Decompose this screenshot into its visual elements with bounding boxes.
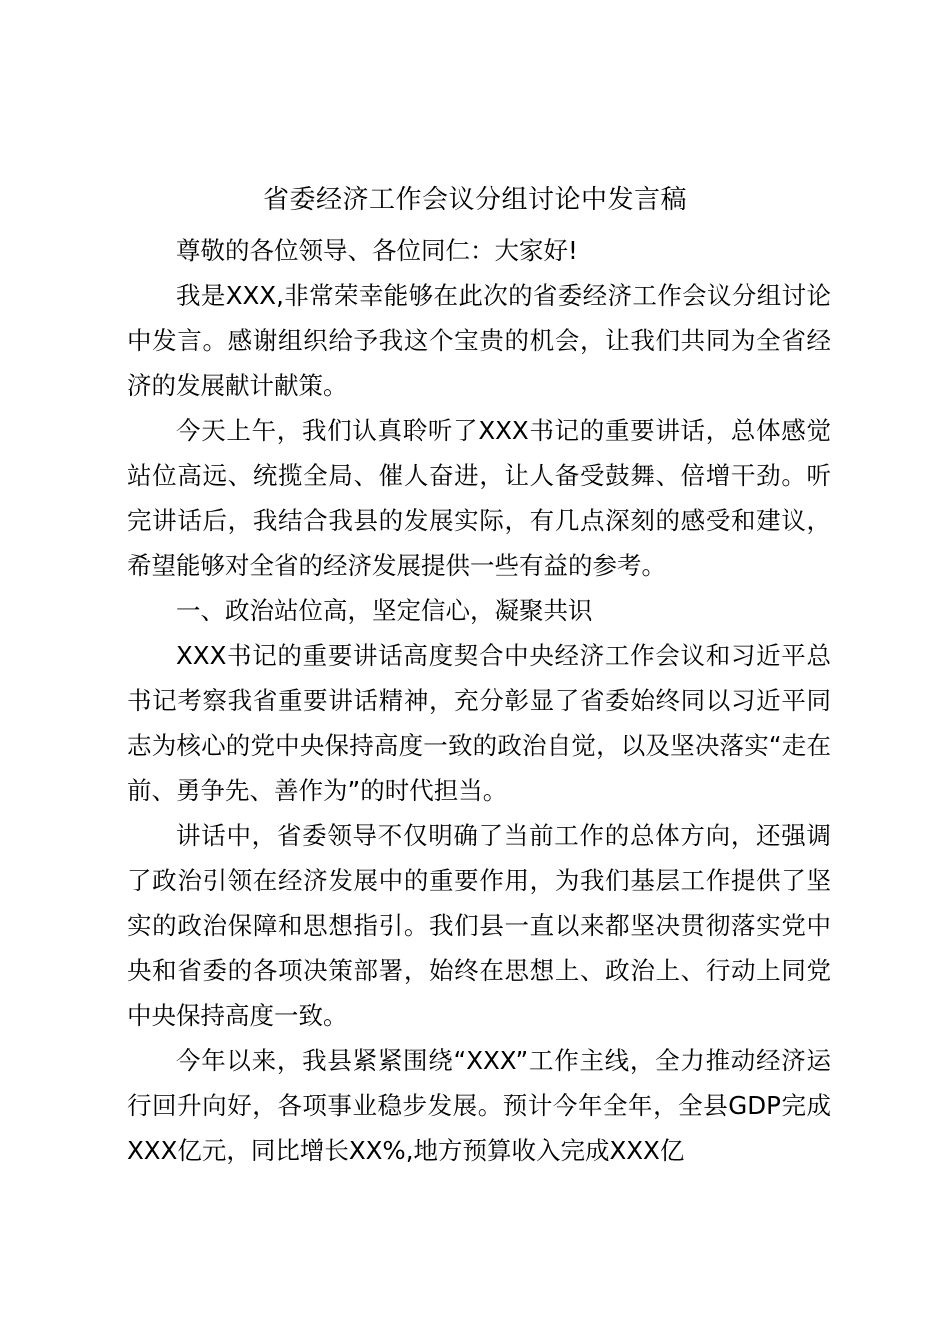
document-body xyxy=(127,228,831,1173)
paragraph-section1-a: XXX书记的重要讲话高度契合中央经济工作会议和习近平总书记考察我省重要讲话精神，充分彰显了省委始终同以习近平同志为核心的党中央保持高度一致的政治自觉，以及坚决落实“走在前、勇争先、善作为”的时代担当。 xyxy=(127,641,831,805)
section-heading-1: 一、政治站位高，坚定信心，凝聚共识 xyxy=(176,596,593,625)
paragraph-introduction: 我是XXX,非常荣幸能够在此次的省委经济工作会议分组讨论中发言。感谢组织给予我这个宝贵的机会，让我们共同为全省经济的发展献计献策。 xyxy=(127,281,831,400)
document-title: 省委经济工作会议分组讨论中发言稿 xyxy=(262,185,687,215)
paragraph-impression: 今天上午，我们认真聆听了XXX书记的重要讲话，总体感觉站位高远、统揽全局、催人奋进，让人备受鼓舞、倍增干劲。听完讲话后，我结合我县的发展实际，有几点深刻的感受和建议，希望能够对全省的经济发展提供一些有益的参考。 xyxy=(127,416,831,580)
paragraph-greeting: 尊敬的各位领导、各位同仁：大家好! xyxy=(176,236,578,265)
paragraph-section1-b: 讲话中，省委领导不仅明确了当前工作的总体方向，还强调了政治引领在经济发展中的重要作用，为我们基层工作提供了坚实的政治保障和思想指引。我们县一直以来都坚决贯彻落实党中央和省委的各项决策部署，始终在思想上、政治上、行动上同党中央保持高度一致。 xyxy=(127,821,831,1030)
paragraph-section1-c: 今年以来，我县紧紧围绕“XXX”工作主线，全力推动经济运行回升向好，各项事业稳步发展。预计今年全年，全县GDP完成XXX亿元，同比增长XX%,地方预算收入完成XXX亿 xyxy=(127,1046,831,1165)
